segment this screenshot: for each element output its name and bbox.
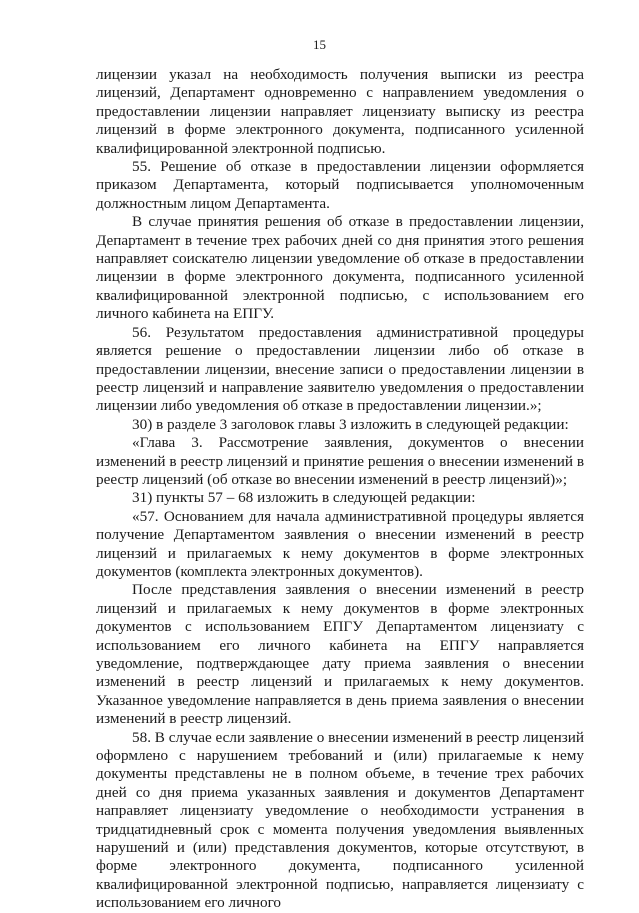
document-body (96, 66, 584, 913)
paragraph-amendment-31: 31) пункты 57 – 68 изложить в следующей редакции: (132, 489, 476, 507)
paragraph-submission-notice: После представления заявления о внесении изменений в реестр лицензий и прилагаемых к нему документов в форме электронных документов с использованием ЕПГУ Департаментом лицензиату с использованием его личного кабинета на ЕПГУ направляется уведомление, подтверждающее дату приема заявления о внесении изменений в реестр лицензий и прилагаемых к нему документов. Указанное уведомление направляется в день приема заявления о внесении изменений в реестр лицензий. (96, 581, 584, 728)
paragraph-item-58: 58. В случае если заявление о внесении изменений в реестр лицензий оформлено с нарушением требований и (или) прилагаемые к нему документы представлены не в полном объеме, в течение трех рабочих дней со дня приема указанных заявления и документов Департамент направляет лицензиату уведомление о необходимости устранения в тридцатидневный срок с момента получения уведомления выявленных нарушений и (или) представления документов, которые отсутствуют, в форме электронного документа, подписанного усиленной квалифицированной электронной подписью, направляется лицензиату с использованием его личного (96, 728, 585, 912)
paragraph-item-56: 56. Результатом предоставления административной процедуры является решение о предоставлении лицензии либо об отказе в предоставлении лицензии, внесение записи о предоставлении лицензии в реестр лицензий и направление заявителю уведомления о предоставлении лицензии либо уведомления об отказе в предоставлении лицензии.»; (96, 323, 584, 415)
paragraph-chapter-3-title: «Глава 3. Рассмотрение заявления, документов о внесении изменений в реестр лицензий и принятие решения о внесении изменений в реестр лицензий (об отказе во внесении изменений в реестр лицензий)»; (96, 434, 584, 488)
paragraph-amendment-30: 30) в разделе 3 заголовок главы 3 изложить в следующей редакции: (132, 415, 569, 433)
paragraph-item-57: «57. Основанием для начала административной процедуры является получение Департаментом заявления о внесении изменений в реестр лицензий и прилагаемых к нему документов в форме электронных документов (комплекта электронных документов). (96, 507, 584, 580)
paragraph-refusal-notice: В случае принятия решения об отказе в предоставлении лицензии, Департамент в течение трех рабочих дней со дня принятия этого решения направляет соискателю лицензии уведомление об отказе в предоставлении лицензии в форме электронного документа, подписанного усиленной квалифицированной электронной подписью, с использованием его личного кабинета на ЕПГУ. (96, 213, 584, 323)
paragraph-continuation: лицензии указал на необходимость получения выписки из реестра лицензий, Департамент одновременно с направлением уведомления о предоставлении лицензии направляет лицензиату выписку из реестра лицензий в форме электронного документа, подписанного усиленной квалифицированной электронной подписью. (96, 66, 584, 157)
paragraph-item-55: 55. Решение об отказе в предоставлении лицензии оформляется приказом Департамента, который подписывается уполномоченным должностным лицом Департамента. (96, 158, 584, 212)
page-number: 15 (313, 37, 326, 52)
